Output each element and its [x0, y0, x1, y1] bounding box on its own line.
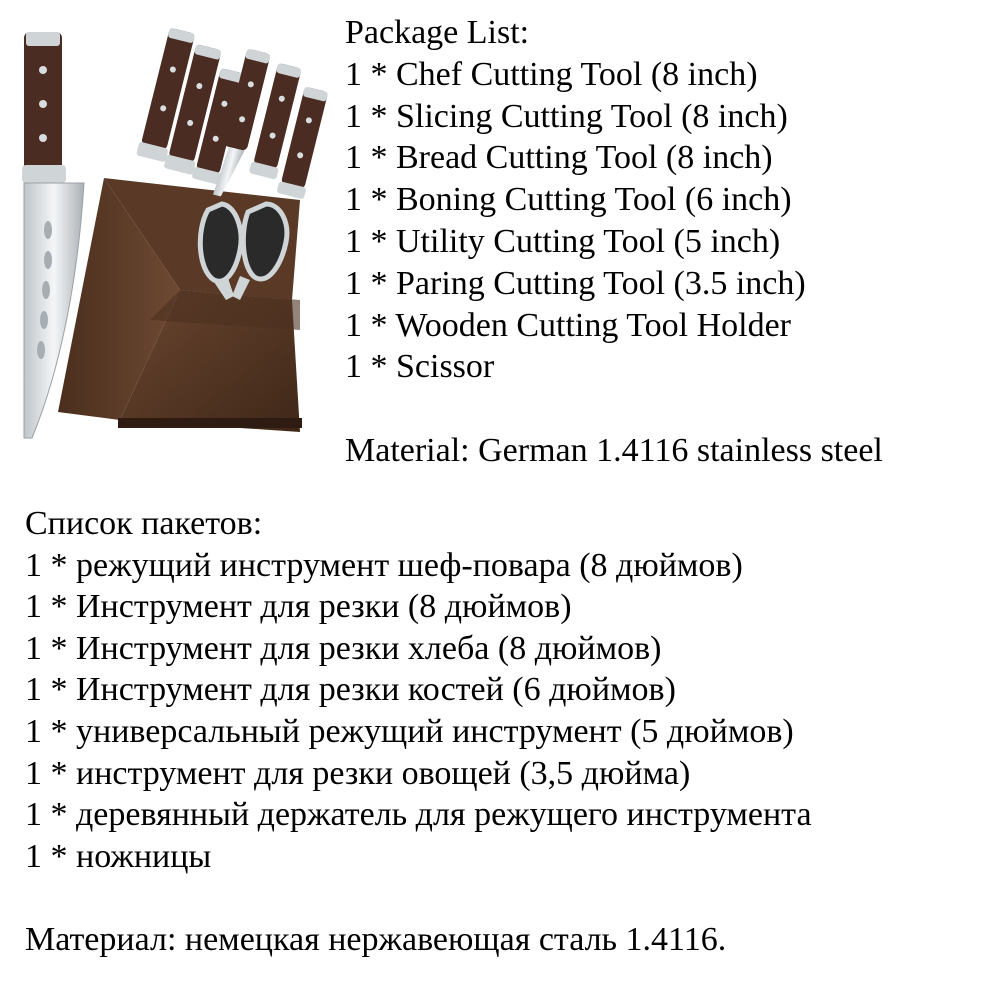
block-knives-icon — [136, 27, 330, 200]
list-item: 1 * Scissor — [345, 348, 495, 386]
list-item: 1 * Инструмент для резки костей (6 дюймов) — [25, 671, 676, 709]
package-list-heading: Package List: — [345, 14, 530, 51]
list-item: 1 * инструмент для резки овощей (3,5 дюйма) — [25, 754, 691, 792]
list-item: 1 * Chef Cutting Tool (8 inch) — [345, 55, 758, 93]
list-item: 1 * Slicing Cutting Tool (8 inch) — [345, 97, 788, 135]
list-item: 1 * Wooden Cutting Tool Holder — [345, 306, 792, 344]
knife-block-set-icon — [0, 0, 340, 460]
russian-package-list — [25, 503, 985, 961]
list-item: 1 * Paring Cutting Tool (3.5 inch) — [345, 264, 806, 302]
list-item: 1 * Инструмент для резки (8 дюймов) — [25, 588, 572, 626]
list-item: 1 * Boning Cutting Tool (6 inch) — [345, 181, 792, 219]
list-item: 1 * ножницы — [25, 837, 212, 875]
list-item: 1 * режущий инструмент шеф-повара (8 дюймов) — [25, 546, 743, 584]
material-text: Material: German 1.4116 stainless steel — [345, 431, 883, 469]
material-text-ru: Материал: немецкая нержавеющая сталь 1.4116. — [25, 921, 727, 959]
package-list-heading-ru: Список пакетов: — [25, 505, 263, 542]
list-item: 1 * Инструмент для резки хлеба (8 дюймов) — [25, 629, 662, 667]
list-item: 1 * Utility Cutting Tool (5 inch) — [345, 222, 781, 260]
list-item: 1 * универсальный режущий инструмент (5 дюймов) — [25, 712, 794, 750]
list-item: 1 * деревянный держатель для режущего инструмента — [25, 796, 812, 834]
list-item: 1 * Bread Cutting Tool (8 inch) — [345, 139, 773, 177]
english-package-list — [345, 12, 985, 472]
